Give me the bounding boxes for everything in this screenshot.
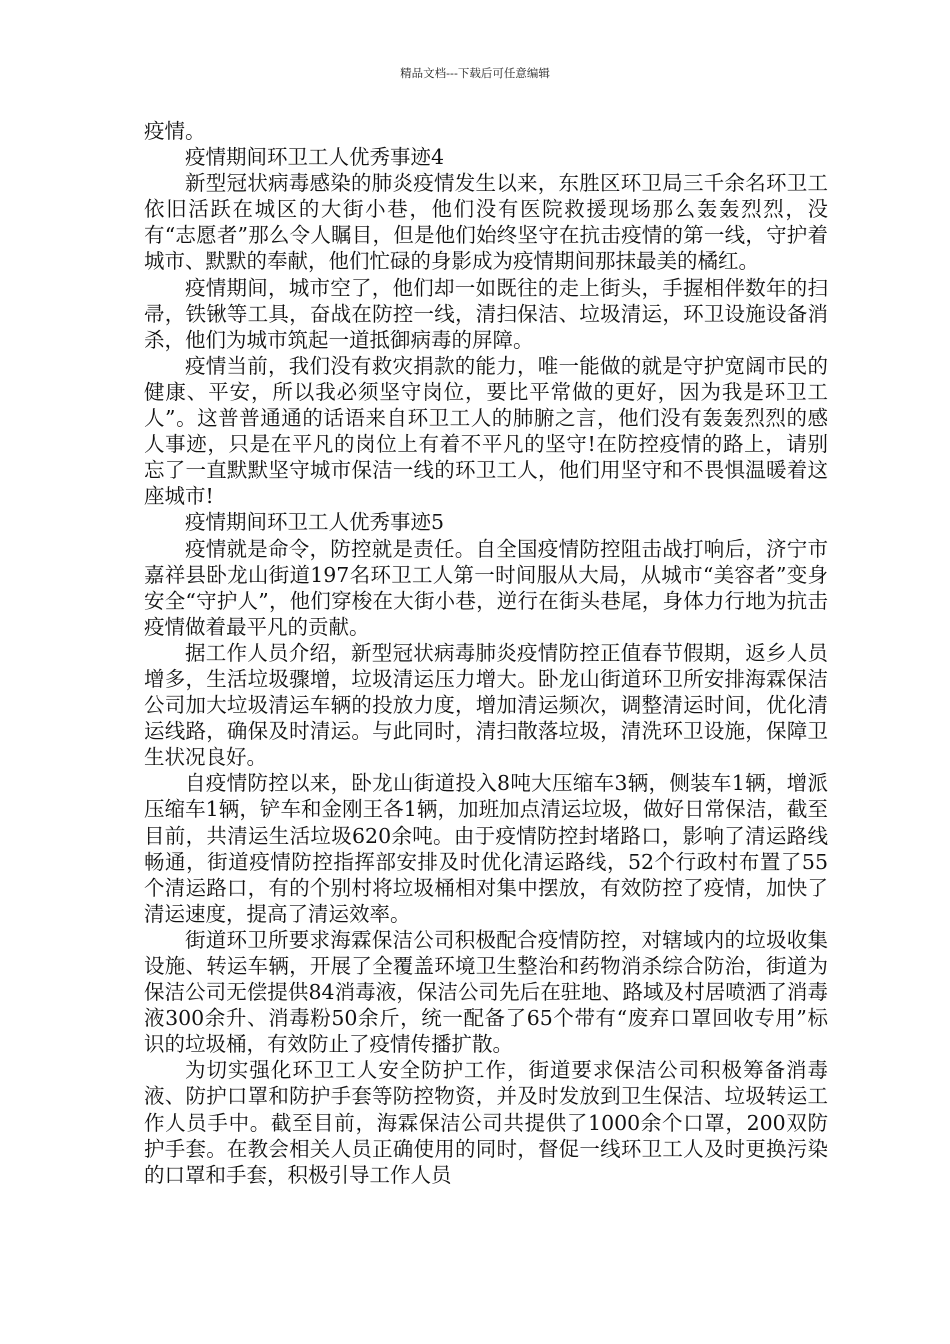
- document-body: [144, 118, 828, 1188]
- paragraph: 疫情期间，城市空了，他们却一如既往的走上街头，手握相伴数年的扫帚，铁锹等工具，奋战在防控一线，清扫保洁、垃圾清运，环卫设施设备消杀，他们为城市筑起一道抵御病毒的屏障。: [144, 275, 828, 352]
- section-heading: 疫情期间环卫工人优秀事迹5: [185, 510, 445, 535]
- section-heading: 疫情期间环卫工人优秀事迹4: [185, 145, 445, 170]
- paragraph: 街道环卫所要求海霖保洁公司积极配合疫情防控，对辖域内的垃圾收集设施、转运车辆，开展了全覆盖环境卫生整治和药物消杀综合防治，街道为保洁公司无偿提供84消毒液，保洁公司先后在驻地、路域及村居喷洒了消毒液300余升、消毒粉50余斤，统一配备了65个带有“废弃口罩回收专用”标识的垃圾桶，有效防止了疫情传播扩散。: [144, 927, 828, 1057]
- paragraph: 疫情就是命令，防控就是责任。自全国疫情防控阻击战打响后，济宁市嘉祥县卧龙山街道197名环卫工人第一时间服从大局，从城市“美容者”变身安全“守护人”，他们穿梭在大街小巷，逆行在街头巷尾，身体力行地为抗击疫情做着最平凡的贡献。: [144, 536, 828, 639]
- paragraph: 新型冠状病毒感染的肺炎疫情发生以来，东胜区环卫局三千余名环卫工依旧活跃在城区的大街小巷，他们没有医院救援现场那么轰轰烈烈，没有“志愿者”那么令人瞩目，但是他们始终坚守在抗击疫情的第一线，守护着城市、默默的奉献，他们忙碌的身影成为疫情期间那抹最美的橘红。: [144, 171, 828, 274]
- paragraph: 自疫情防控以来，卧龙山街道投入8吨大压缩车3辆，侧装车1辆，增派压缩车1辆，铲车和金刚王各1辆，加班加点清运垃圾，做好日常保洁，截至目前，共清运生活垃圾620余吨。由于疫情防控封堵路口，影响了清运路线畅通，街道疫情防控指挥部安排及时优化清运路线，52个行政村布置了55个清运路口，有的个别村将垃圾桶相对集中摆放，有效防控了疫情，加快了清运速度，提高了清运效率。: [144, 771, 828, 926]
- paragraph: 疫情当前，我们没有救灾捐款的能力，唯一能做的就是守护宽阔市民的健康、平安，所以我必须坚守岗位，要比平常做的更好，因为我是环卫工人”。这普普通通的话语来自环卫工人的肺腑之言，他们没有轰轰烈烈的感人事迹，只是在平凡的岗位上有着不平凡的坚守!在防控疫情的路上，请别忘了一直默默坚守城市保洁一线的环卫工人，他们用坚守和不畏惧温暖着这座城市!: [144, 353, 828, 509]
- page-header: 精品文档---下载后可任意编辑: [400, 66, 550, 80]
- paragraph: 据工作人员介绍，新型冠状病毒肺炎疫情防控正值春节假期，返乡人员增多，生活垃圾骤增，垃圾清运压力增大。卧龙山街道环卫所安排海霖保洁公司加大垃圾清运车辆的投放力度，增加清运频次，调整清运时间，优化清运线路，确保及时清运。与此同时，清扫散落垃圾，清洗环卫设施，保障卫生状况良好。: [144, 640, 828, 770]
- paragraph: 疫情。: [144, 119, 206, 143]
- paragraph: 为切实强化环卫工人安全防护工作，街道要求保洁公司积极筹备消毒液、防护口罩和防护手套等防控物资，并及时发放到卫生保洁、垃圾转运工作人员手中。截至目前，海霖保洁公司共提供了1000余个口罩，200双防护手套。在教会相关人员正确使用的同时，督促一线环卫工人及时更换污染的口罩和手套，积极引导工作人员: [144, 1058, 828, 1187]
